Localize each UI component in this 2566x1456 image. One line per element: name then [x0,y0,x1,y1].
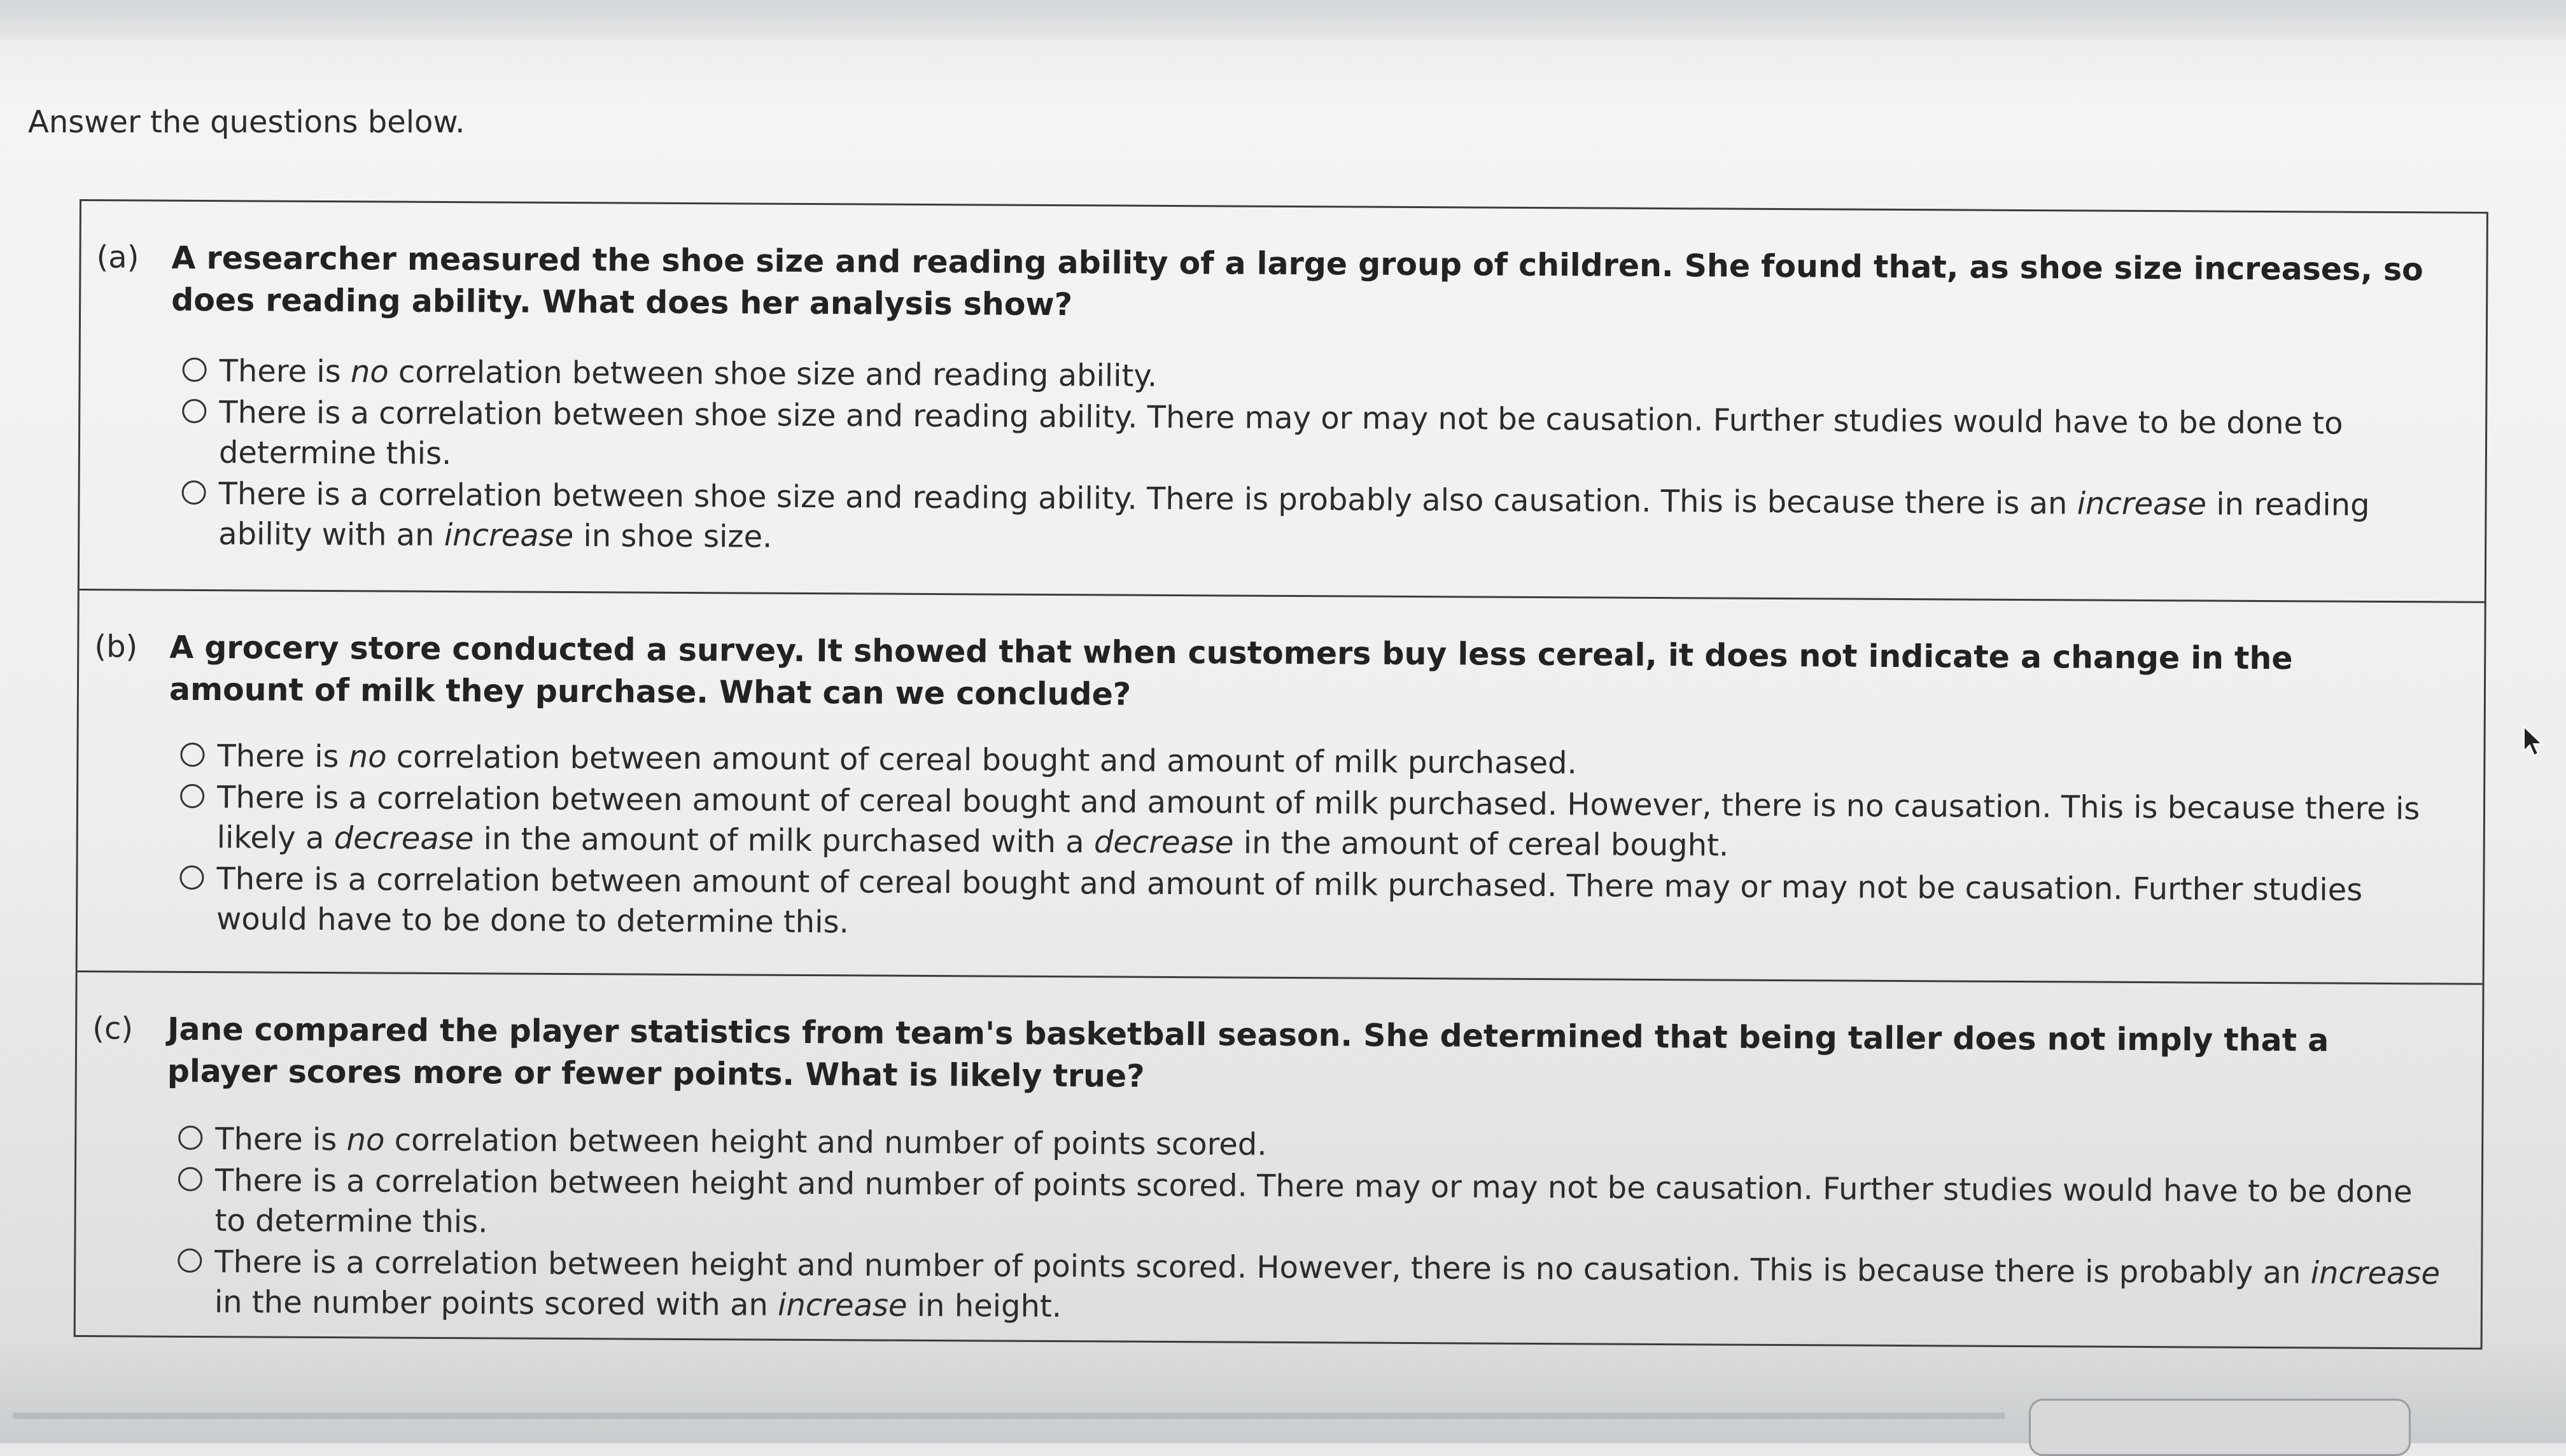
question-label: (b) [94,629,138,665]
option-text: in height. [907,1287,1062,1325]
option-text: in the amount of milk purchased with a [473,821,1095,860]
option-text: There is a correlation between shoe size and reading ability. There is probably also causation. This is because there is an [218,476,2077,522]
option-italic-text: increase [444,517,574,554]
radio-button[interactable] [179,865,204,890]
option-text: There is a correlation between shoe size and reading ability. There may or may not be causation. Further studies would have to be done to determine this. [218,395,2343,472]
option-text: correlation between height and number of points scored. [384,1122,1267,1163]
option-italic-text: decrease [333,820,474,857]
questions-panel [74,199,2488,1350]
option-text: There is [217,738,349,775]
radio-button[interactable] [183,358,207,382]
option-italic-text: no [350,354,389,390]
option-text: There is a correlation between height and number of points scored. However, there is no causation. This is because there is probably an [214,1244,2311,1291]
radio-button[interactable] [182,399,206,423]
option-italic-text: no [346,1122,385,1158]
question-c [76,972,2483,1352]
question-label: (a) [96,239,139,276]
top-band [0,0,2566,39]
option-italic-text: increase [777,1287,908,1324]
option-text: correlation between shoe size and reading ability. [388,354,1158,394]
option-text: in the amount of cereal bought. [1233,825,1729,864]
question-a [80,201,2486,603]
answer-options [181,351,2448,568]
option-text: There is a correlation between height and number of points scored. There may or may not be causation. Further studies would have to be done to determine this. [214,1163,2413,1240]
option-text: There is [219,353,351,390]
option-italic-text: no [348,739,387,775]
radio-option[interactable] [182,393,2448,485]
option-italic-text: increase [2077,486,2207,522]
radio-button[interactable] [178,1126,202,1150]
option-text: There is [215,1121,347,1158]
radio-option[interactable] [180,778,2446,870]
question-text: A grocery store conducted a survey. It showed that when customers buy less cereal, it does not indicate a change in the amount of milk they purchase. What can we conclude? [169,629,2293,713]
option-italic-text: decrease [1093,824,1234,861]
radio-option[interactable] [179,859,2446,951]
question-label: (c) [92,1011,134,1047]
radio-button[interactable] [178,1167,202,1191]
radio-option[interactable] [178,1242,2444,1334]
radio-option[interactable] [181,474,2448,566]
question-text: Jane compared the player statistics from team's basketball season. She determined that being taller does not imply that a player scores more or fewer points. What is likely true? [167,1011,2329,1095]
answer-options [179,736,2446,953]
instructions-text: Answer the questions below. [28,104,465,140]
radio-button[interactable] [180,784,204,808]
option-text: correlation between amount of cereal bought and amount of milk purchased. [386,739,1578,781]
option-text: in reading ability with an [218,486,2370,554]
option-text: in shoe size. [573,518,773,555]
footer-button[interactable] [2029,1399,2411,1456]
answer-options [178,1119,2444,1336]
option-text: There is a correlation between amount of cereal bought and amount of milk purchased. There may or may not be causation. Further studies would have to be done to determine this. [216,861,2363,941]
mouse-cursor-icon [2521,725,2547,757]
option-italic-text: increase [2310,1255,2441,1292]
option-text: in the number points scored with an [214,1284,778,1323]
footer-divider [13,1413,2005,1419]
radio-option[interactable] [178,1161,2444,1253]
option-text: There is a correlation between amount of cereal bought and amount of milk purchased. However, there is no causation. This is because there is likely a [216,780,2420,857]
radio-button[interactable] [181,480,206,505]
question-text: A researcher measured the shoe size and reading ability of a large group of children. She found that, as shoe size increases, so does reading ability. What does her analysis show? [171,239,2423,323]
radio-button[interactable] [180,743,204,767]
question-b [78,591,2485,985]
radio-button[interactable] [178,1249,202,1273]
